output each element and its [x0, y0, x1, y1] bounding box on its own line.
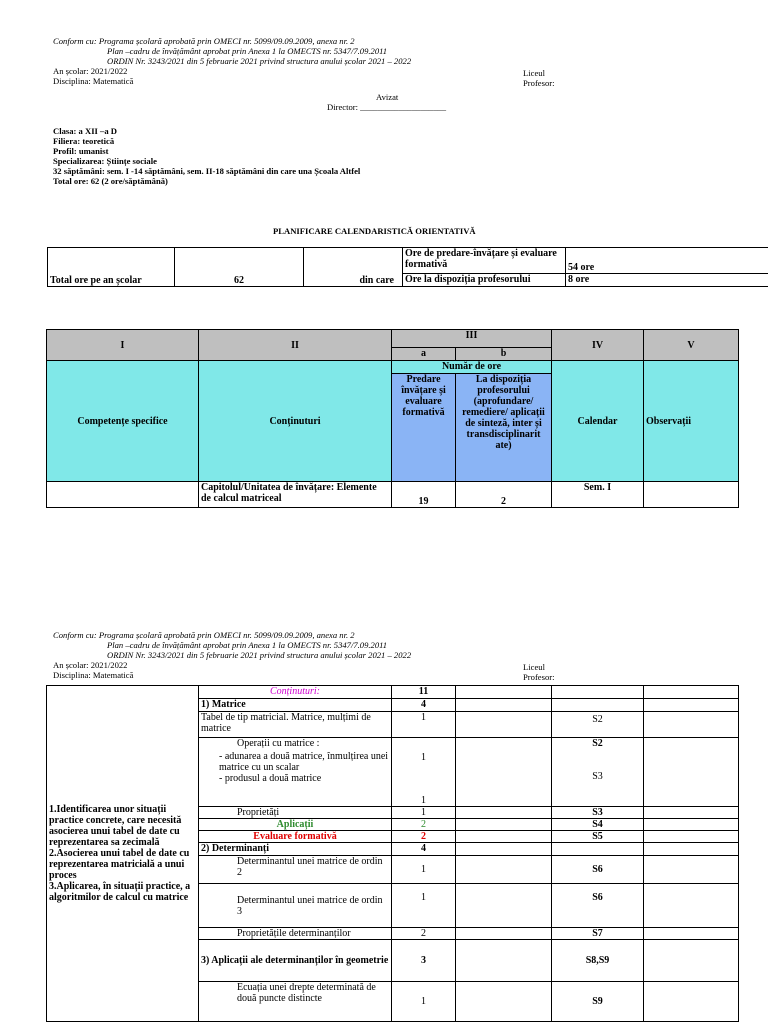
col-predare: Predare învățare și evaluare formativă [392, 374, 456, 482]
content-table [46, 685, 739, 1022]
main-table [46, 329, 739, 508]
header-line-1: Programa școlară aprobată prin OMECI nr. 5099/09.09.2009, anexa nr. 2 [98, 36, 355, 46]
operatii-cal: S2 [592, 738, 603, 749]
competenta-1: 1.Identificarea unor situații practice concrete, care necesită asocierea unui tabel de date cu reprezentarea sa zecimală [49, 804, 182, 848]
aplicatii-cal: S4 [552, 819, 644, 831]
proprietati-a: 1 [392, 807, 456, 819]
roman-5: V [644, 330, 739, 361]
det3-a: 1 [392, 884, 456, 928]
chapter-obs [644, 482, 739, 508]
header-line-3: ORDIN Nr. 3243/2021 din 5 februarie 2021 privind structura anului școlar 2021 – 2022 [107, 56, 412, 66]
proprietati-cal: S3 [552, 807, 644, 819]
col-dispozitie: La dispoziția profesorului (aprofundare/ remediere/ aplicații de sinteză, inter și transdisciplinarit ate) [456, 374, 552, 482]
det-count: 4 [392, 843, 456, 856]
sub-a: a [392, 348, 456, 361]
header-block [53, 36, 411, 86]
det-prop-cal: S7 [552, 928, 644, 940]
produs-a: 1 [421, 795, 426, 806]
evaluare-a: 2 [392, 831, 456, 843]
adunare-label: - adunarea a două matrice, înmulțirea unei matrice cu un scalar [219, 751, 389, 773]
tabel-cal: S2 [552, 712, 644, 738]
total-label: Total ore pe an școlar [48, 248, 175, 287]
profesor: Profesor: [523, 78, 555, 88]
roman-4: IV [552, 330, 644, 361]
dispozitie-value: 8 ore [566, 274, 768, 287]
tabel-a: 1 [392, 712, 456, 738]
an-scolar-2: An școlar: 2021/2022 [53, 660, 128, 670]
matrice-title: 1) Matrice [199, 699, 392, 712]
operatii-cell [199, 738, 392, 807]
summary-table [47, 247, 768, 287]
liceul-2: Liceul [523, 662, 545, 672]
det-title: 2) Determinanți [199, 843, 392, 856]
din-care: din care [304, 248, 403, 287]
class-info [53, 126, 360, 186]
aplic-geo-cal: S8,S9 [552, 940, 644, 982]
proprietati: Proprietăți [199, 807, 392, 819]
filiera: Filiera: teoretică [53, 136, 115, 146]
sub-b: b [456, 348, 552, 361]
director: Director: ____________________ [327, 102, 447, 112]
operatii-calendar [552, 738, 644, 807]
operatii-label: Operații cu matrice : [237, 738, 320, 749]
ecuatia-cal: S9 [552, 982, 644, 1022]
chapter-a: 19 [392, 482, 456, 508]
competenta-2: 2.Asocierea unui tabel de date cu reprezentarea matricială a unui proces [49, 848, 190, 881]
det-prop-a: 2 [392, 928, 456, 940]
det2: Determinantul unei matrice de ordin 2 [199, 856, 392, 884]
chapter-empty [47, 482, 199, 508]
evaluare-cal: S5 [552, 831, 644, 843]
predare-value: 54 ore [566, 248, 768, 274]
chapter-label: Capitolul/Unitatea de învățare: Elemente de calcul matriceal [199, 482, 392, 508]
competente-cell [47, 686, 199, 1022]
evaluare: Evaluare formativă [199, 831, 392, 843]
ecuatia: Ecuația unei drepte determinată de două puncte distincte [199, 982, 392, 1022]
predare-label: Ore de predare-învățare și evaluare formativă [403, 248, 566, 274]
col-continuturi: Conținuturi [199, 361, 392, 482]
aplic-geo-a: 3 [392, 940, 456, 982]
col-competente: Competențe specifice [47, 361, 199, 482]
an-scolar: An școlar: 2021/2022 [53, 66, 128, 76]
disciplina: Disciplina: Matematică [53, 76, 134, 86]
saptamani: 32 săptămâni: sem. I -14 săptămâni, sem. II-18 săptămâni din care una Școala Altfel [53, 166, 361, 176]
avizat: Avizat [376, 92, 399, 102]
col-calendar: Calendar [552, 361, 644, 482]
ecuatia-a: 1 [392, 982, 456, 1022]
roman-3: III [392, 330, 552, 348]
header-line-2: Plan –cadru de învățământ aprobat prin Anexa 1 la OMECTS nr. 5347/7.09.2011 [107, 46, 388, 56]
profil: Profil: umanist [53, 146, 109, 156]
disciplina-2: Disciplina: Matematică [53, 670, 134, 680]
aplicatii-a: 2 [392, 819, 456, 831]
continuturi-label: Conținuturi: [199, 686, 392, 699]
matrice-count: 4 [392, 699, 456, 712]
conform-label-2: Conform cu: [53, 630, 97, 640]
det-prop: Proprietățile determinanților [199, 928, 392, 940]
competenta-3: 3.Aplicarea, în situații practice, a algoritmilor de calcul cu matrice [49, 881, 191, 903]
total-ore: Total ore: 62 (2 ore/săptămână) [53, 176, 168, 186]
total-value: 62 [175, 248, 304, 287]
page-title: PLANIFICARE CALENDARISTICĂ ORIENTATIVĂ [273, 226, 476, 236]
clasa: Clasa: a XII –a D [53, 126, 117, 136]
produs-cal: S3 [592, 771, 603, 782]
chapter-b: 2 [456, 482, 552, 508]
det2-a: 1 [392, 856, 456, 884]
liceul: Liceul [523, 68, 545, 78]
operatii-values [392, 738, 456, 807]
roman-2: II [199, 330, 392, 361]
header2-line-3: ORDIN Nr. 3243/2021 din 5 februarie 2021 privind structura anului școlar 2021 – 2022 [107, 650, 412, 660]
det3: Determinantul unei matrice de ordin 3 [199, 884, 392, 928]
tabel-row: Tabel de tip matricial. Matrice, mulțimi de matrice [199, 712, 392, 738]
det2-cal: S6 [552, 856, 644, 884]
numar-ore: Număr de ore [392, 361, 552, 374]
chapter-sem: Sem. I [552, 482, 644, 508]
header2-line-1: Programa școlară aprobată prin OMECI nr. 5099/09.09.2009, anexa nr. 2 [98, 630, 355, 640]
profesor-2: Profesor: [523, 672, 555, 682]
produs-label: - produsul a două matrice [219, 773, 322, 784]
specializare: Specializarea: Științe sociale [53, 156, 157, 166]
conform-label: Conform cu: [53, 36, 97, 46]
det3-cal: S6 [552, 884, 644, 928]
header2-line-2: Plan –cadru de învățământ aprobat prin Anexa 1 la OMECTS nr. 5347/7.09.2011 [107, 640, 388, 650]
aplicatii: Aplicații [199, 819, 392, 831]
adunare-a: 1 [421, 752, 426, 763]
col-observatii: Observații [644, 361, 739, 482]
dispozitie-label: Ore la dispoziția profesorului [403, 274, 566, 287]
continuturi-count: 11 [392, 686, 456, 699]
header-block-2 [53, 630, 411, 680]
roman-1: I [47, 330, 199, 361]
aplic-geo: 3) Aplicații ale determinanților în geometrie [199, 940, 392, 982]
